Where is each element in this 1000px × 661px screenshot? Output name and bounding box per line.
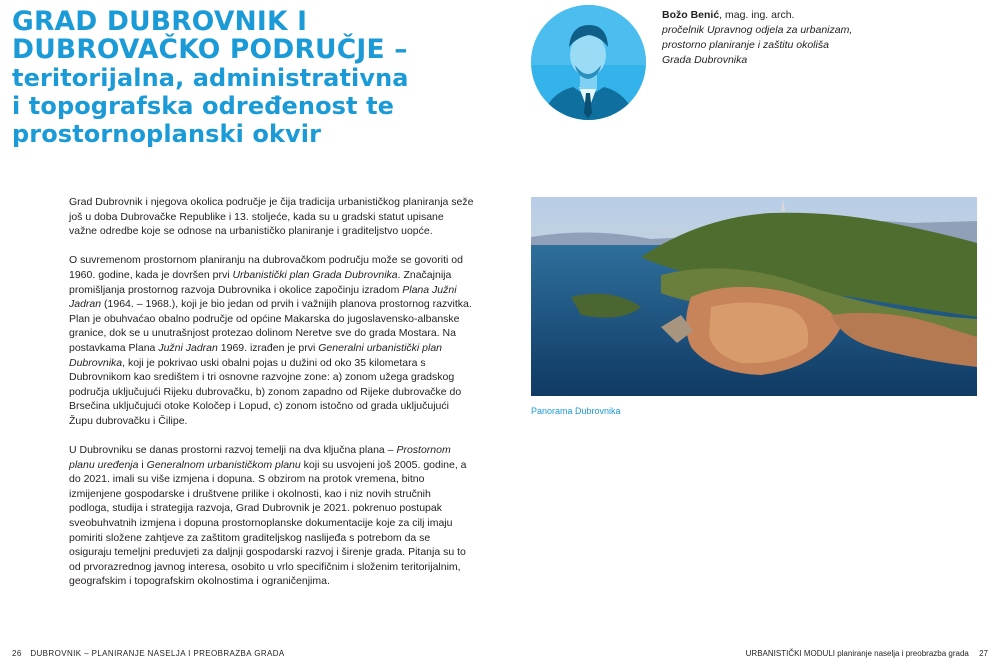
author-role-line-3: Grada Dubrovnika (662, 54, 748, 66)
paragraph-1: Grad Dubrovnik i njegova okolica područje je čija tradicija urbanističkog planiranja seže još u doba Dubrovačke Republike i 13. stoljeće, kada su u gradski statut upisane važne odredbe koje se odnose na urbanističko planiranje i graditeljstvo uopće. (69, 196, 474, 238)
title-line-1: GRAD DUBROVNIK I (12, 6, 308, 37)
footer-left-title: DUBROVNIK – PLANIRANJE NASELJA I PREOBRAZBA GRADA (30, 649, 285, 658)
footer-right-series: URBANISTIČKI MODULI (745, 649, 835, 658)
page-number-left: 26 (12, 649, 22, 658)
photo-caption: Panorama Dubrovnika (531, 406, 621, 416)
title-line-2: DUBROVAČKO PODRUČJE – (12, 34, 408, 65)
footer-left (12, 649, 285, 658)
article-body (69, 195, 474, 604)
author-portrait (531, 5, 646, 120)
page-number-right: 27 (979, 649, 988, 658)
footer-right (746, 649, 988, 658)
paragraph-3: U Dubrovniku se danas prostorni razvoj temelji na dva ključna plana – Prostornom planu uređenja i Generalnom urbanističkom planu koji su usvojeni još 2005. godine, a do 2021. imali su više izmjena i dopuna. S obzirom na protok vremena, bitno izmijenjene gospodarske i društvene prilike i okolnosti, kao i niz novih stručnih podloga, studija i strategija razvoja, Grad Dubrovnik je 2021. pokrenuo postupak sveobuhvatnih izmjena i dopuna prostornoplanske dokumentacije koje za cilj imaju pomiriti složene zahtjeve za zaštitom graditeljskog naslijeđa s potrebom da se osiguraju temeljni preduvjeti za daljnji gospodarski razvoj i širenje grada. Pitanja su to od prvorazrednog javnog interesa, osobito u vrlo specifičnim i složenim teritorijalnim, geografskim i topografskim okolnostima i ograničenjima. (69, 444, 467, 588)
author-info (662, 8, 902, 68)
dubrovnik-panorama-photo (531, 197, 977, 396)
author-degree: , mag. ing. arch. (719, 9, 795, 21)
author-role-line-2: prostorno planiranje i zaštitu okoliša (662, 39, 829, 51)
article-title (12, 8, 432, 148)
title-line-5: prostornoplanski okvir (12, 120, 322, 148)
title-line-4: i topografska određenost te (12, 92, 395, 120)
title-line-3: teritorijalna, administrativna (12, 64, 409, 92)
paragraph-2: O suvremenom prostornom planiranju na dubrovačkom području može se govoriti od 1960. godine, kada je dovršen prvi Urbanistički plan Grada Dubrovnika. Značajnija promišljanja prostornog razvoja Dubrovnika i okolice započinju izradom Plana Južni Jadran (1964. – 1968.), koji je bio jedan od prvih i važnijih planova prostornog razvitka. Plan je obuhvaćao obalno područje od općine Makarska do jugoslavensko-albanske granice, dok se u unutrašnjost protezao dolinom Neretve sve do grada Mostara. Na postavkama Plana Južni Jadran 1969. izrađen je prvi Generalni urbanistički plan Dubrovnika, koji je pokrivao uski obalni pojas u dužini od oko 35 kilometara s Dubrovnikom kao središtem i tri osnovne razvojne zone: a) zonom užega gradskog područja uključujući Rijeku dubrovačku, b) zonom zapadno od Rijeke dubrovačke do Brsečina uključujući otoke Koločep i Lopud, c) zonom istočno od grada uključujući Župu dubrovačku i Čilipe. (69, 254, 472, 427)
author-name: Božo Benić (662, 9, 720, 21)
author-role-line-1: pročelnik Upravnog odjela za urbanizam, (662, 24, 853, 36)
footer-right-title: planiranje naselja i preobrazba grada (834, 649, 969, 658)
